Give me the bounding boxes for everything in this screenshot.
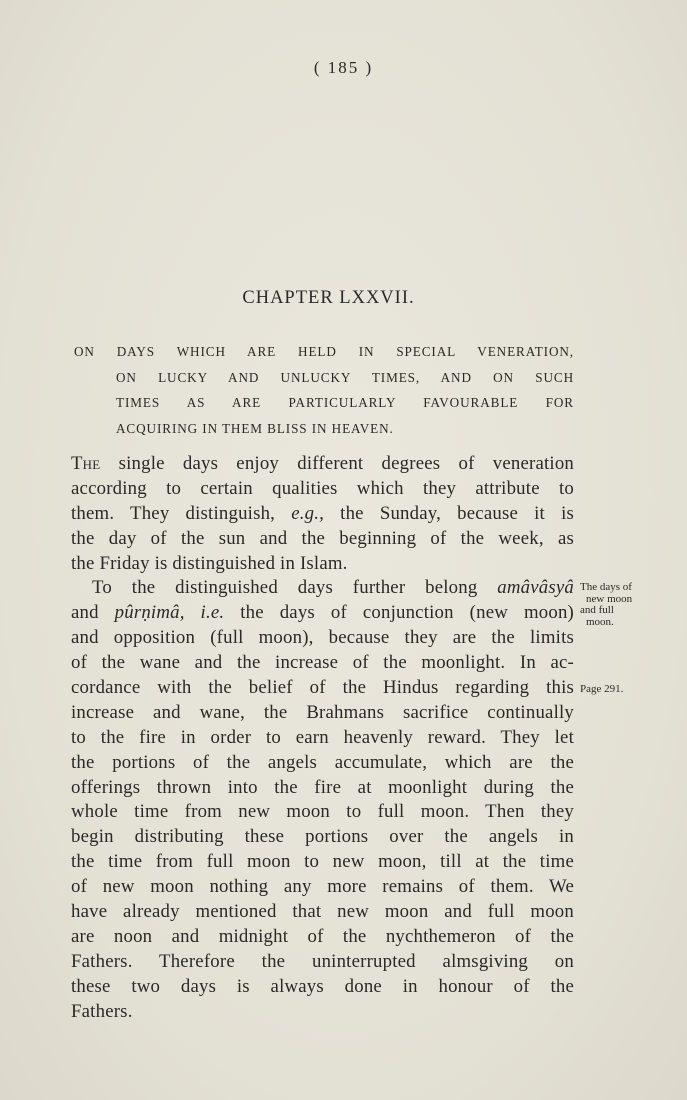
body-line: Fathers. Therefore the uninterrupted almsgiving on	[71, 950, 574, 972]
body-line: of new moon nothing any more remains of them. We	[71, 876, 574, 898]
body-line: increase and wane, the Brahmans sacrifice continually	[71, 701, 574, 723]
body-line: to the fire in order to earn heavenly reward. They let	[71, 726, 574, 748]
body-line: the Friday is distinguished in Islam.	[71, 552, 348, 574]
chapter-subtitle	[74, 339, 574, 441]
subtitle-line: ON DAYS WHICH ARE HELD IN SPECIAL VENERATION,	[74, 344, 574, 359]
body-line: The single days enjoy different degrees of veneration	[71, 453, 574, 474]
margin-note-page-ref: Page 291.	[580, 683, 624, 695]
body-line: according to certain qualities which they attribute to	[71, 477, 574, 499]
body-line: cordance with the belief of the Hindus regarding this	[71, 677, 574, 699]
body-line: the portions of the angels accumulate, which are the	[71, 751, 574, 773]
body-line: To the distinguished days further belong amâvâsyâ	[92, 577, 574, 599]
chapter-title: CHAPTER LXXVII.	[242, 288, 415, 308]
margin-note-days: The days of new moon and full moon.	[580, 581, 633, 628]
body-line: have already mentioned that new moon and full moon	[71, 901, 574, 923]
body-line: of the wane and the increase of the moonlight. In ac-	[71, 652, 574, 674]
subtitle-line: ACQUIRING IN THEM BLISS IN HEAVEN.	[116, 420, 394, 436]
subtitle-line: TIMES AS ARE PARTICULARLY FAVOURABLE FOR	[116, 395, 574, 410]
body-line: whole time from new moon to full moon. Then they	[71, 801, 574, 823]
body-line: the day of the sun and the beginning of the week, as	[71, 527, 574, 549]
body-text	[71, 452, 574, 1024]
body-line: and opposition (full moon), because they are the limits	[71, 627, 574, 649]
body-line: are noon and midnight of the nychthemeron of the	[71, 925, 574, 947]
drop-word: The	[71, 453, 101, 474]
body-line: the time from full moon to new moon, till at the time	[71, 851, 574, 873]
body-line: offerings thrown into the fire at moonlight during the	[71, 776, 574, 798]
page-number: ( 185 )	[313, 58, 374, 77]
body-line: and pûrṇimâ, i.e. the days of conjunction (new moon)	[71, 602, 574, 624]
body-line: these two days is always done in honour of the	[71, 975, 574, 997]
subtitle-line: ON LUCKY AND UNLUCKY TIMES, AND ON SUCH	[116, 369, 574, 385]
body-line: Fathers.	[71, 1000, 133, 1022]
body-line: them. They distinguish, e.g., the Sunday, because it is	[71, 502, 574, 524]
body-line: begin distributing these portions over the angels in	[71, 826, 574, 848]
